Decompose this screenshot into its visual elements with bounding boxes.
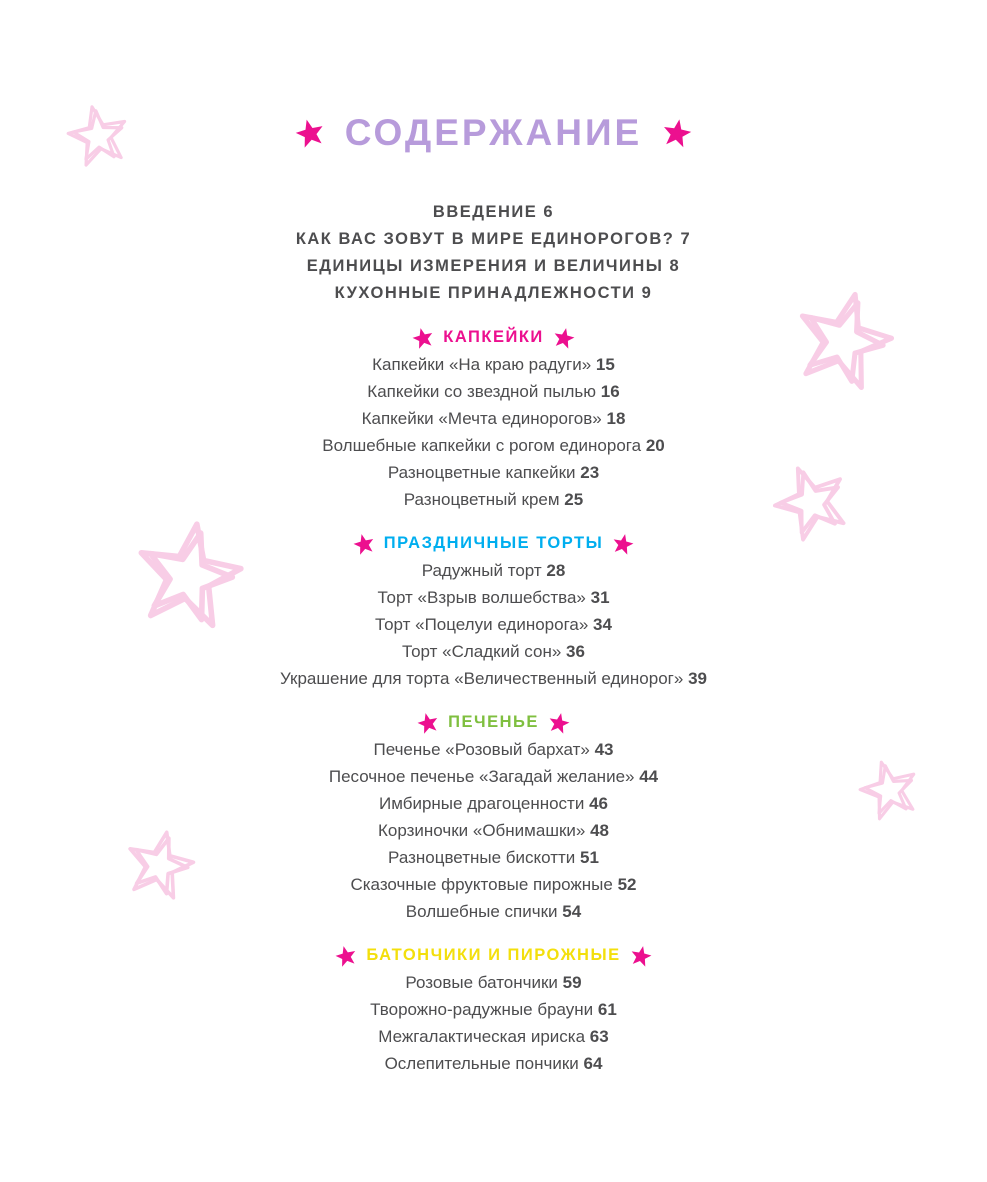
entry-page-number: 64	[583, 1054, 603, 1073]
entry-page-number: 44	[639, 767, 659, 786]
toc-entry	[0, 790, 987, 817]
entry-page-number: 16	[600, 382, 620, 401]
toc-entry	[0, 817, 987, 844]
toc-entry	[0, 557, 987, 584]
toc-entry	[0, 969, 987, 996]
toc-entry	[0, 378, 987, 405]
toc-entry	[0, 1050, 987, 1077]
toc-entry	[0, 459, 987, 486]
entry-title: Торт «Взрыв волшебства»	[377, 588, 586, 607]
section-title: БАТОНЧИКИ И ПИРОЖНЫЕ	[366, 946, 621, 964]
toc-entry	[0, 996, 987, 1023]
toc-entry	[0, 253, 987, 280]
entry-page-number: 59	[562, 973, 582, 992]
entry-page-number: 8	[669, 257, 681, 275]
toc	[0, 199, 987, 1077]
entry-title: Капкейки «Мечта единорогов»	[361, 409, 602, 428]
entry-title: Разноцветные капкейки	[387, 463, 576, 482]
toc-entry	[0, 486, 987, 513]
entry-title: Капкейки «На краю радуги»	[372, 355, 592, 374]
section-header	[0, 324, 987, 351]
toc-entry	[0, 665, 987, 692]
section-header	[0, 530, 987, 557]
star-icon	[628, 942, 654, 968]
entry-page-number: 25	[564, 490, 584, 509]
entry-title: Песочное печенье «Загадай желание»	[328, 767, 635, 786]
entry-page-number: 63	[589, 1027, 609, 1046]
entry-title: Торт «Сладкий сон»	[402, 642, 562, 661]
toc-entry	[0, 432, 987, 459]
entry-page-number: 61	[597, 1000, 617, 1019]
entry-page-number: 20	[645, 436, 665, 455]
entry-title: Имбирные драгоценности	[379, 794, 585, 813]
star-icon	[546, 709, 572, 735]
title-row	[0, 112, 987, 154]
entry-title: Ослепительные пончики	[384, 1054, 579, 1073]
toc-entry	[0, 736, 987, 763]
entry-page-number: 39	[688, 669, 707, 688]
entry-title: КУХОННЫЕ ПРИНАДЛЕЖНОСТИ	[334, 284, 636, 302]
toc-entry	[0, 638, 987, 665]
entry-title: ВВЕДЕНИЕ	[432, 203, 538, 221]
star-icon	[350, 530, 377, 557]
entry-title: ЕДИНИЦЫ ИЗМЕРЕНИЯ И ВЕЛИЧИНЫ	[306, 257, 664, 275]
toc-entry	[0, 898, 987, 925]
entry-page-number: 23	[580, 463, 600, 482]
toc-entry	[0, 844, 987, 871]
entry-title: Торт «Поцелуи единорога»	[375, 615, 589, 634]
toc-entry	[0, 351, 987, 378]
section-header	[0, 709, 987, 736]
entry-title: Печенье «Розовый бархат»	[373, 740, 590, 759]
entry-title: Сказочные фруктовые пирожные	[350, 875, 613, 894]
entry-page-number: 48	[590, 821, 610, 840]
entry-title: Корзиночки «Обнимашки»	[377, 821, 586, 840]
entry-title: Радужный торт	[421, 561, 542, 580]
section-header	[0, 942, 987, 969]
entry-page-number: 51	[580, 848, 599, 867]
page-title: СОДЕРЖАНИЕ	[344, 112, 643, 153]
entry-page-number: 15	[595, 355, 615, 374]
entry-page-number: 34	[593, 615, 612, 634]
toc-entry	[0, 584, 987, 611]
entry-page-number: 54	[562, 902, 582, 921]
section-title: ПЕЧЕНЬЕ	[448, 713, 539, 731]
star-icon	[410, 324, 437, 351]
star-icon	[292, 115, 328, 151]
section-title: КАПКЕЙКИ	[443, 328, 544, 346]
entry-title: Разноцветные бискотти	[388, 848, 576, 867]
entry-title: Украшение для торта «Величественный единорог»	[280, 669, 684, 688]
section-title: ПРАЗДНИЧНЫЕ ТОРТЫ	[383, 534, 604, 552]
toc-entry	[0, 1023, 987, 1050]
star-icon	[551, 324, 577, 350]
entry-page-number: 43	[594, 740, 614, 759]
entry-page-number: 46	[589, 794, 608, 813]
toc-entry	[0, 871, 987, 898]
entry-title: Капкейки со звездной пылью	[367, 382, 597, 401]
star-icon	[610, 530, 636, 556]
entry-title: КАК ВАС ЗОВУТ В МИРЕ ЕДИНОРОГОВ?	[295, 230, 675, 248]
entry-title: Творожно-радужные брауни	[370, 1000, 594, 1019]
toc-entry	[0, 199, 987, 226]
entry-page-number: 18	[606, 409, 626, 428]
entry-title: Розовые батончики	[405, 973, 558, 992]
entry-title: Волшебные спички	[405, 902, 558, 921]
star-icon	[415, 709, 442, 736]
toc-entry	[0, 763, 987, 790]
star-icon	[660, 116, 695, 151]
entry-title: Волшебные капкейки с рогом единорога	[322, 436, 642, 455]
entry-title: Разноцветный крем	[403, 490, 560, 509]
toc-entry	[0, 611, 987, 638]
entry-page-number: 7	[680, 230, 692, 248]
entry-title: Межгалактическая ириска	[378, 1027, 586, 1046]
entry-page-number: 36	[566, 642, 585, 661]
entry-page-number: 28	[546, 561, 566, 580]
entry-page-number: 52	[617, 875, 637, 894]
toc-entry	[0, 226, 987, 253]
toc-entry	[0, 280, 987, 307]
entry-page-number: 9	[641, 284, 653, 302]
entry-page-number: 31	[590, 588, 610, 607]
entry-page-number: 6	[543, 203, 555, 221]
toc-entry	[0, 405, 987, 432]
star-icon	[333, 942, 360, 969]
